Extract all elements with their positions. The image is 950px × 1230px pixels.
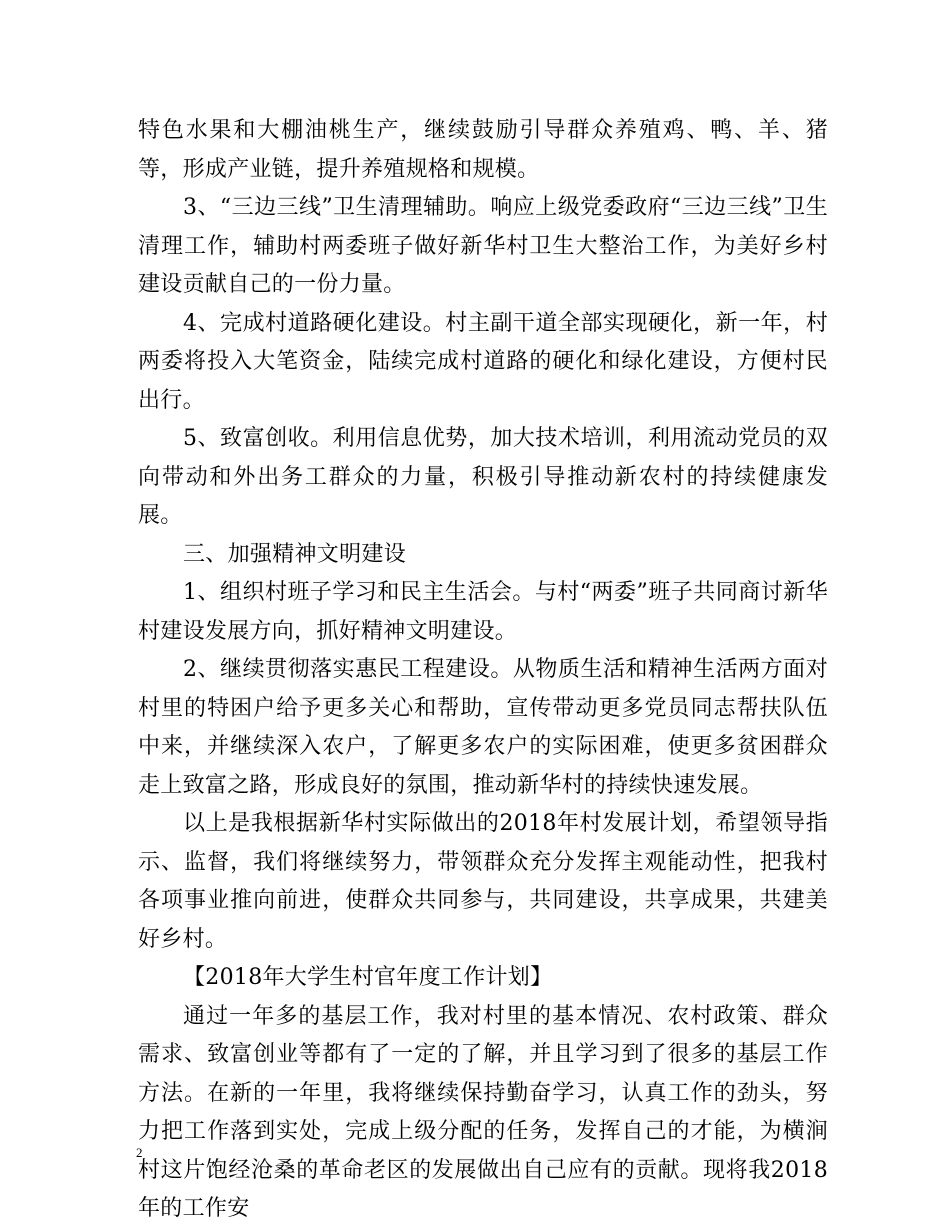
page-number: 2 (136, 1145, 143, 1160)
paragraph-5: 1、组织村班子学习和民主生活会。与村“两委”班子共同商讨新华村建设发展方向，抓好精神文明建设。 (138, 580, 828, 644)
paragraph-4: 5、致富创收。利用信息优势，加大技术培训，利用流动党员的双向带动和外出务工群众的力量，积极引导推动新农村的持续健康发展。 (138, 426, 828, 528)
paragraph-3: 4、完成村道路硬化建设。村主副干道全部实现硬化，新一年，村两委将投入大笔资金，陆续完成村道路的硬化和绿化建设，方便村民出行。 (138, 310, 828, 413)
paragraph-2: 3、“三边三线”卫生清理辅助。响应上级党委政府“三边三线”卫生清理工作，辅助村两委班子做好新华村卫生大整治工作，为美好乡村建设贡献自己的一份力量。 (138, 195, 828, 297)
paragraph-7: 以上是我根据新华村实际做出的2018年村发展计划，希望领导指示、监督，我们将继续努力，带领群众充分发挥主观能动性，把我村各项事业推向前进，使群众共同参与，共同建设，共享成果，共建美好乡村。 (138, 811, 828, 952)
section-heading: 三、加强精神文明建设 (183, 541, 407, 567)
document-body (138, 112, 828, 1229)
paragraph-6: 2、继续贯彻落实惠民工程建设。从物质生活和精神生活两方面对村里的特困户给予更多关心和帮助，宣传带动更多党员同志帮扶队伍中来，并继续深入农户，了解更多农户的实际困难，使更多贫困群众走上致富之路，形成良好的氛围，推动新华村的持续快速发展。 (138, 657, 828, 798)
plan-title: 【2018年大学生村官年度工作计划】 (183, 965, 553, 990)
paragraph-8: 通过一年多的基层工作，我对村里的基本情况、农村政策、群众需求、致富创业等都有了一定的了解，并且学习到了很多的基层工作方法。在新的一年里，我将继续保持勤奋学习，认真工作的劲头，努力把工作落到实处，完成上级分配的任务，发挥自己的才能，为横涧村这片饱经沧桑的革命老区的发展做出自己应有的贡献。现将我2018年的工作安 (138, 1003, 828, 1221)
paragraph-1: 特色水果和大棚油桃生产，继续鼓励引导群众养殖鸡、鸭、羊、猪等，形成产业链，提升养殖规格和规模。 (138, 118, 828, 182)
